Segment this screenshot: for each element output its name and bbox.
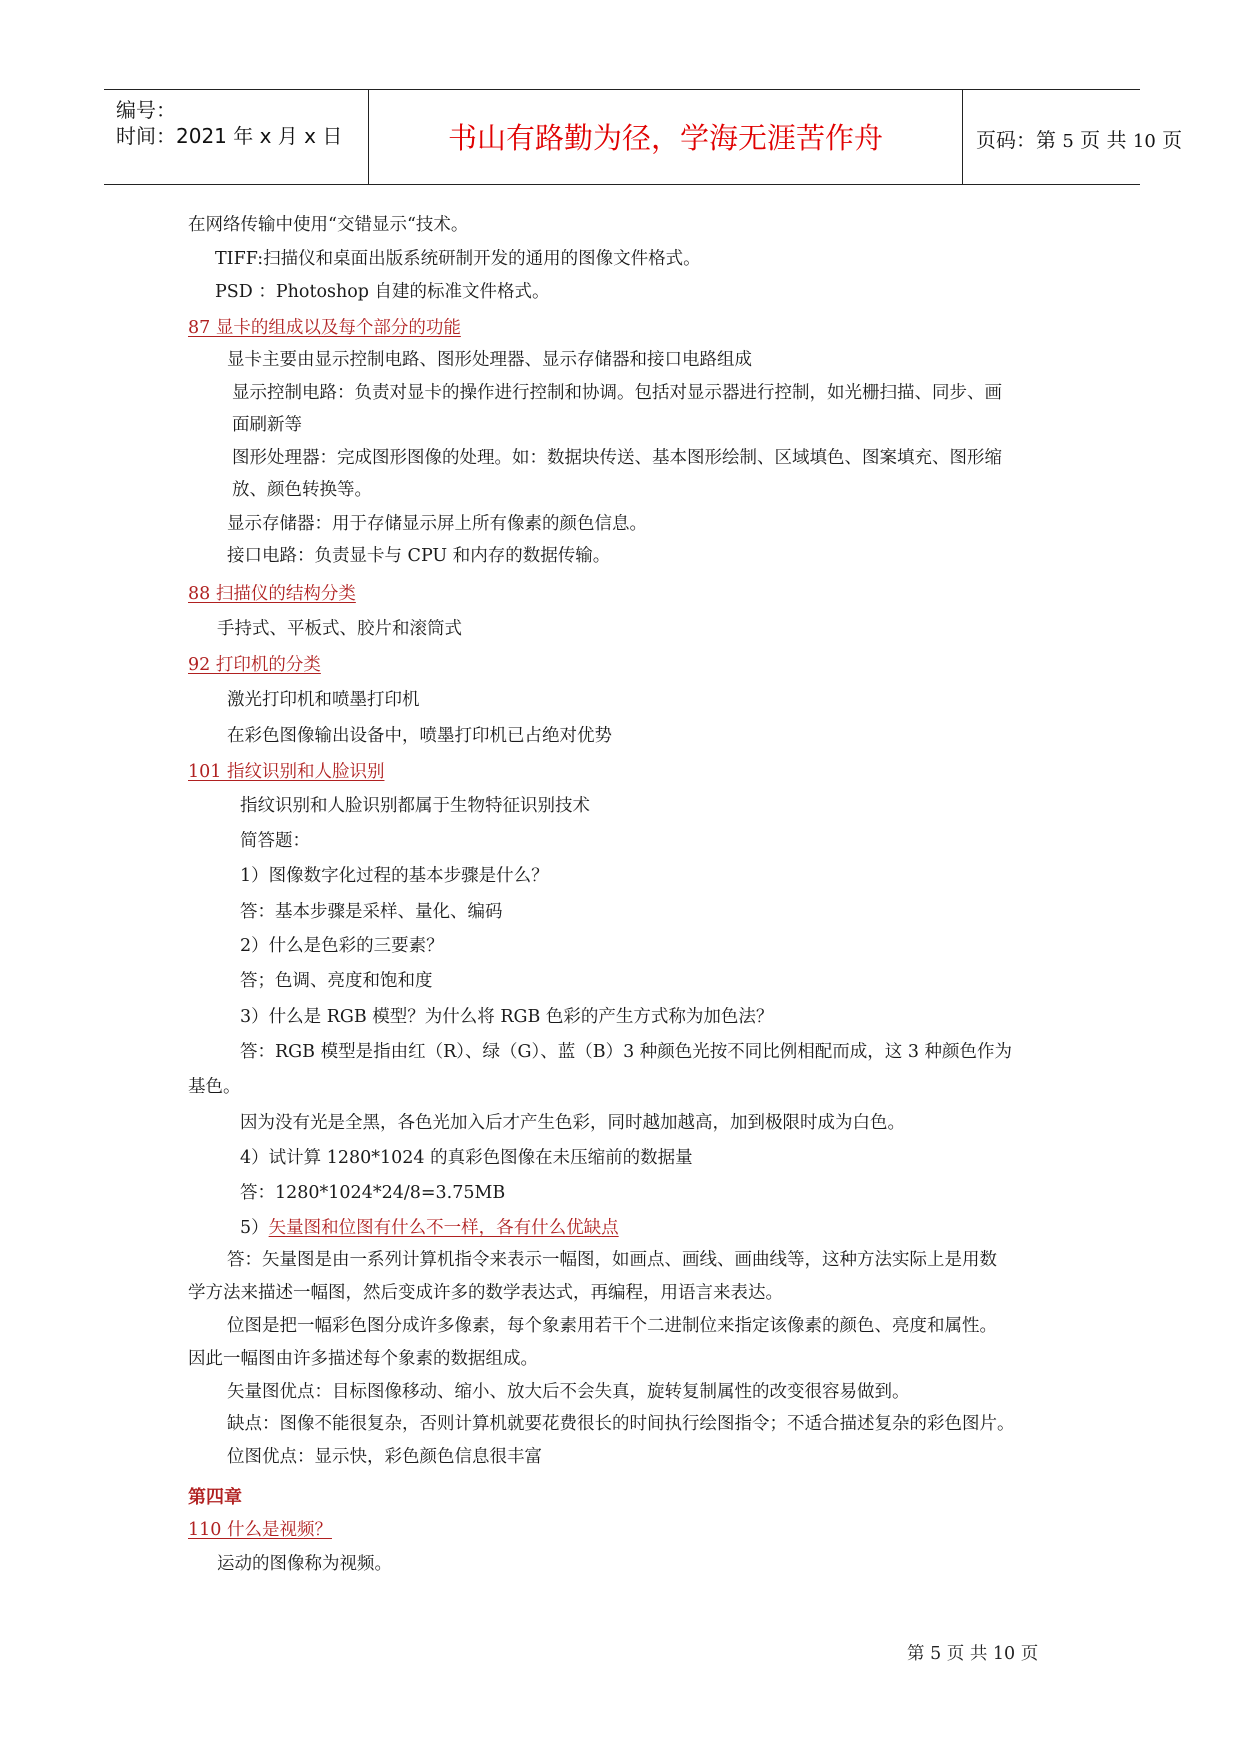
page-prefix: 页码：第 xyxy=(976,128,1056,152)
body-line: 面刷新等 xyxy=(232,415,302,435)
body-line: 位图是把一幅彩色图分成许多像素，每个象素用若干个二进制位来指定该像素的颜色、亮度和属性。 xyxy=(227,1316,997,1336)
body-line: 在网络传输中使用“交错显示“技术。 xyxy=(188,215,469,235)
body-line: 运动的图像称为视频。 xyxy=(217,1554,392,1574)
body-line: 因为没有光是全黑，各色光加入后才产生色彩，同时越加越高，加到极限时成为白色。 xyxy=(240,1113,905,1133)
body-line: 位图优点：显示快，彩色颜色信息很丰富 xyxy=(227,1447,542,1467)
section-heading: 88 扫描仪的结构分类 xyxy=(188,584,356,604)
question-title: 矢量图和位图有什么不一样，各有什么优缺点 xyxy=(268,1218,619,1238)
body-line: 显卡主要由显示控制电路、图形处理器、显示存储器和接口电路组成 xyxy=(227,350,752,370)
body-line: 3）什么是 RGB 模型？为什么将 RGB 色彩的产生方式称为加色法？ xyxy=(240,1007,774,1027)
question-number: 5） xyxy=(240,1218,269,1238)
time-value: 2021 年 x 月 x 日 xyxy=(176,124,343,148)
body-line: PSD ：Photoshop 自建的标准文件格式。 xyxy=(215,282,550,302)
page-current: 5 xyxy=(1062,131,1074,152)
time-line xyxy=(116,120,342,149)
body-line: 在彩色图像输出设备中，喷墨打印机已占绝对优势 xyxy=(227,726,612,746)
section-heading: 110 什么是视频？ xyxy=(188,1520,332,1540)
header-page-cell xyxy=(964,90,1183,184)
page-total: 10 xyxy=(1132,131,1156,152)
time-prefix: 时间： xyxy=(116,124,176,148)
body-line: 因此一幅图由许多描述每个象素的数据组成。 xyxy=(188,1349,538,1369)
question-5 xyxy=(240,1218,619,1239)
body-line: 答：基本步骤是采样、量化、编码 xyxy=(240,902,503,922)
motto: 书山有路勤为径，学海无涯苦作舟 xyxy=(447,121,883,155)
body-line: 答：矢量图是由一系列计算机指令来表示一幅图，如画点、画线、画曲线等，这种方法实际上是用数 xyxy=(227,1250,997,1270)
number-label: 编号： xyxy=(116,98,176,122)
body-line: 显示存储器：用于存储显示屏上所有像素的颜色信息。 xyxy=(227,514,647,534)
body-line: 答；色调、亮度和饱和度 xyxy=(240,971,433,991)
section-heading: 101 指纹识别和人脸识别 xyxy=(188,762,385,782)
body-line: 放、颜色转换等。 xyxy=(232,480,372,500)
header-motto-cell xyxy=(369,90,963,184)
body-line: 4）试计算 1280*1024 的真彩色图像在未压缩前的数据量 xyxy=(240,1148,693,1168)
body-line: 答：1280*1024*24/8=3.75MB xyxy=(240,1183,506,1203)
header-meta-cell xyxy=(104,90,369,184)
body-line: 学方法来描述一幅图，然后变成许多的数学表达式，再编程，用语言来表达。 xyxy=(188,1283,783,1303)
page-header xyxy=(104,89,1183,185)
body-line: 矢量图优点：目标图像移动、缩小、放大后不会失真，旋转复制属性的改变很容易做到。 xyxy=(227,1382,910,1402)
section-heading: 87 显卡的组成以及每个部分的功能 xyxy=(188,318,461,338)
page-footer: 第 5 页 共 10 页 xyxy=(907,1644,1039,1664)
body-line: 显示控制电路：负责对显卡的操作进行控制和协调。包括对显示器进行控制，如光栅扫描、同步、画 xyxy=(232,383,1002,403)
body-line: 2）什么是色彩的三要素？ xyxy=(240,936,444,956)
body-line: 激光打印机和喷墨打印机 xyxy=(227,690,420,710)
page-mid: 页 共 xyxy=(1080,128,1127,152)
body-line: 指纹识别和人脸识别都属于生物特征识别技术 xyxy=(240,796,590,816)
body-line: 缺点：图像不能很复杂，否则计算机就要花费很长的时间执行绘图指令；不适合描述复杂的彩色图片。 xyxy=(227,1414,1015,1434)
body-line: 接口电路：负责显卡与 CPU 和内存的数据传输。 xyxy=(227,546,611,566)
page-indicator xyxy=(976,124,1182,153)
body-line: 答：RGB 模型是指由红（R）、绿（G）、蓝（B）3 种颜色光按不同比例相配而成，这 3 种颜色作为 xyxy=(240,1042,1013,1062)
body-line: 基色。 xyxy=(188,1077,241,1097)
body-line: 图形处理器：完成图形图像的处理。如：数据块传送、基本图形绘制、区域填色、图案填充、图形缩 xyxy=(232,448,1002,468)
section-heading: 92 打印机的分类 xyxy=(188,655,321,675)
body-line: 简答题： xyxy=(240,831,310,851)
body-line: 手持式、平板式、胶片和滚筒式 xyxy=(217,619,462,639)
body-line: 1）图像数字化过程的基本步骤是什么？ xyxy=(240,866,549,886)
body-line: TIFF:扫描仪和桌面出版系统研制开发的通用的图像文件格式。 xyxy=(215,249,701,269)
chapter-heading: 第四章 xyxy=(188,1487,242,1508)
page-suffix: 页 xyxy=(1162,128,1183,152)
